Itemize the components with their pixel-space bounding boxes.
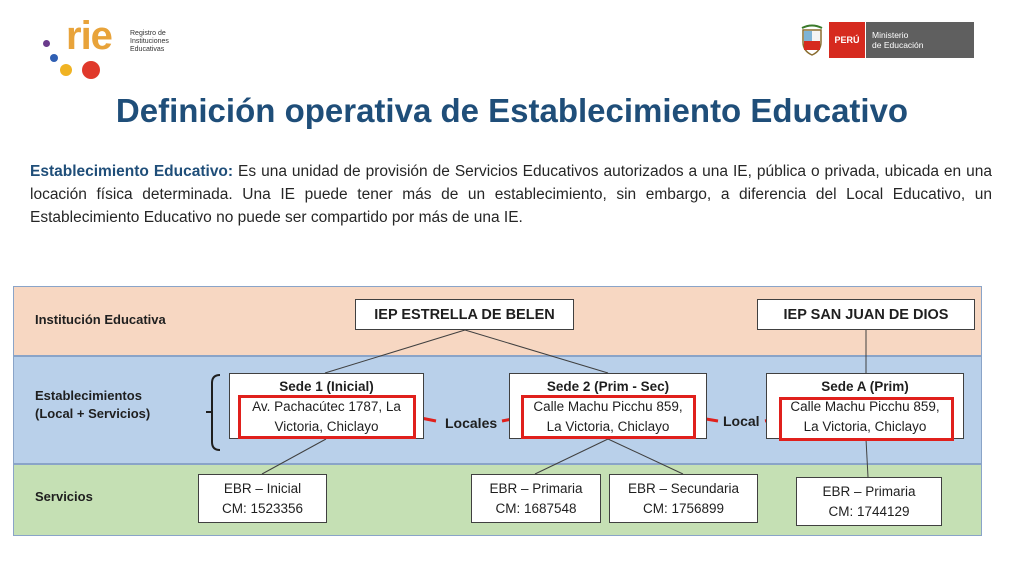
- band-label-establecimientos: Establecimientos (Local + Servicios): [35, 388, 151, 421]
- highlight-sede-2-address: [521, 395, 696, 439]
- band-label-institucion: Institución Educativa: [35, 312, 166, 327]
- peru-label: PERÚ: [829, 22, 865, 58]
- servicio-box-4: EBR – Primaria CM: 1744129: [796, 477, 942, 526]
- highlight-sede-1-address: [238, 395, 416, 439]
- rie-logo-word: rie: [66, 14, 112, 58]
- line-ie1-sede2: [465, 330, 608, 373]
- sede-a-name: Sede A (Prim): [821, 379, 909, 394]
- servicio-box-1: EBR – Inicial CM: 1523356: [198, 474, 327, 523]
- line-sede2-serv3: [608, 439, 683, 474]
- ministry-label: Ministerio de Educación: [866, 22, 974, 58]
- label-locales: Locales: [445, 415, 498, 431]
- servicio-box-3: EBR – Secundaria CM: 1756899: [609, 474, 758, 523]
- line-sede1-serv1: [262, 439, 326, 474]
- sede-1-addr1: Av. Pachacútec 1787, La: [252, 399, 401, 414]
- definition-lead: Establecimiento Educativo:: [30, 163, 234, 180]
- sede-a-addr2: La Victoria, Chiclayo: [803, 419, 927, 434]
- ie-box-estrella: IEP ESTRELLA DE BELEN: [355, 299, 574, 330]
- highlight-sede-a-address: [779, 397, 954, 441]
- page-title: Definición operativa de Establecimiento Educativo: [115, 92, 909, 129]
- bracket-icon: [212, 375, 220, 450]
- line-sede2-serv2: [535, 439, 608, 474]
- sede-2-addr1: Calle Machu Picchu 859,: [533, 399, 683, 414]
- sede-2-name: Sede 2 (Prim - Sec): [546, 379, 670, 394]
- rie-logo-subtitle: Registro de Instituciones Educativas: [130, 30, 169, 53]
- sede-1-name: Sede 1 (Inicial): [279, 379, 374, 394]
- definition-body: Es una unidad de provisión de Servicios Educativos autorizados a una IE, pública o privada, ubicada en una locación física determinada. Una IE puede tener más de un establecimiento, sin embargo, a diferencia del Local Educativo, un Establecimiento Educativo no puede ser compartido por más de una IE.: [30, 163, 992, 226]
- sede-1-addr2: Victoria, Chiclayo: [274, 419, 379, 434]
- band-label-servicios: Servicios: [35, 489, 93, 504]
- servicio-box-2: EBR – Primaria CM: 1687548: [471, 474, 601, 523]
- ie-box-san-juan: IEP SAN JUAN DE DIOS: [757, 299, 975, 330]
- line-sedeA-serv4: [866, 439, 868, 477]
- sede-a-addr1: Calle Machu Picchu 859,: [790, 399, 940, 414]
- sede-2-addr2: La Victoria, Chiclayo: [546, 419, 670, 434]
- line-ie1-sede1: [325, 330, 465, 373]
- label-local: Local: [723, 413, 760, 429]
